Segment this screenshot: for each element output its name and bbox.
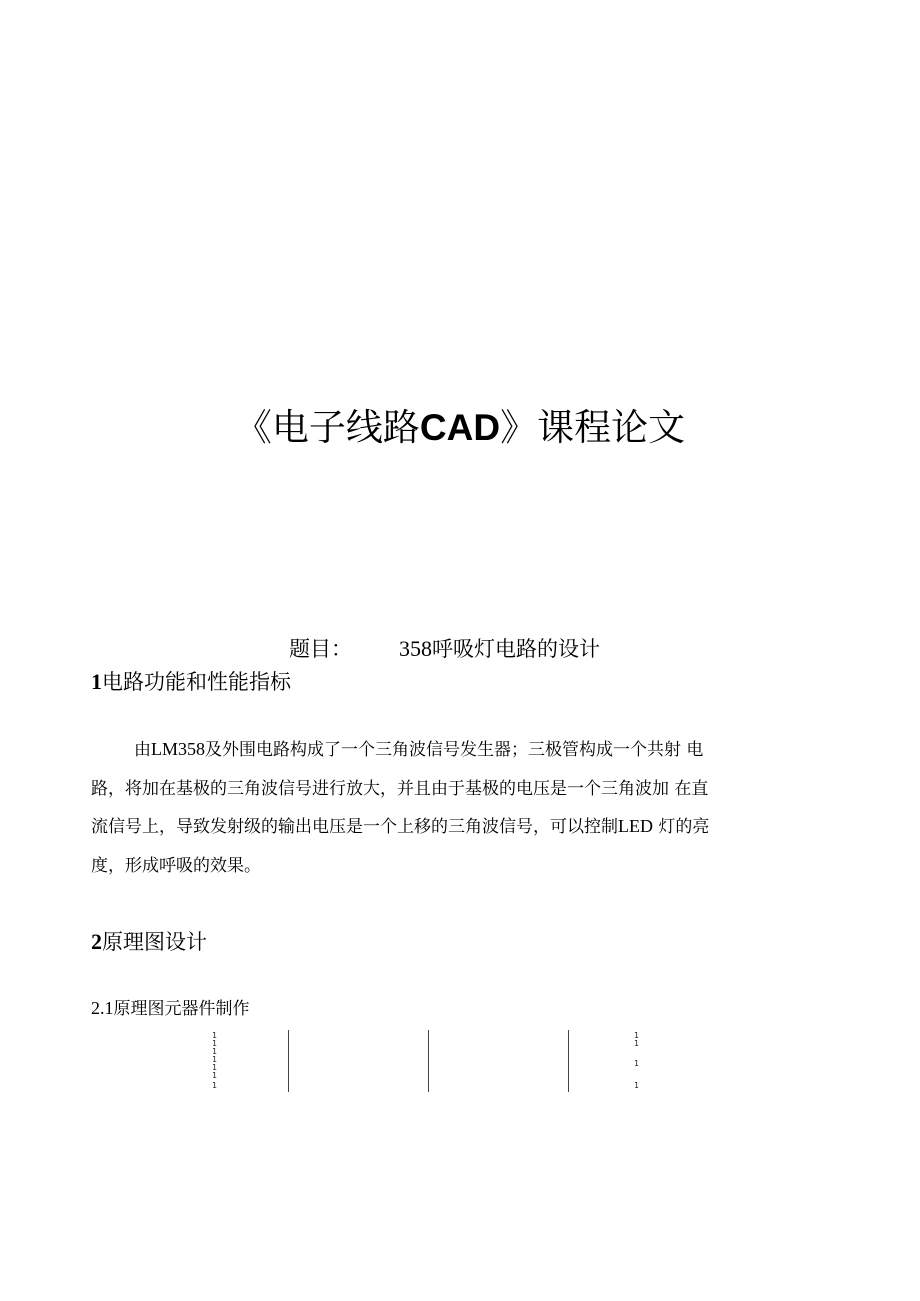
subject-number: 358 xyxy=(399,636,432,661)
pin-mark: 1 xyxy=(212,1071,217,1080)
figure-divider-line xyxy=(288,1030,289,1092)
section-2-heading xyxy=(91,927,207,957)
title-suffix: 》课程论文 xyxy=(500,406,686,449)
pin-mark: 1 xyxy=(212,1039,217,1048)
paragraph-line-3: 流信号上，导致发射级的输出电压是一个上移的三角波信号，可以控制LED 灯的亮 xyxy=(91,816,710,837)
pin-mark: 1 xyxy=(212,1055,217,1064)
paragraph-line-2: 路，将加在基极的三角波信号进行放大，并且由于基极的电压是一个三角波加 在直 xyxy=(91,778,709,799)
pin-mark: 1 xyxy=(212,1081,217,1090)
section-1-paragraph xyxy=(91,730,831,884)
subsection-2-1-heading xyxy=(91,995,250,1022)
pin-mark: 1 xyxy=(634,1031,639,1040)
section-1-title: 电路功能和性能指标 xyxy=(102,670,291,694)
figure-divider-line xyxy=(568,1030,569,1092)
pin-mark: 1 xyxy=(634,1081,639,1090)
section-1-heading xyxy=(91,667,291,697)
section-2-title: 原理图设计 xyxy=(102,930,207,954)
pin-mark: 1 xyxy=(212,1063,217,1072)
pin-mark: 1 xyxy=(634,1039,639,1048)
subject-label: 题目： xyxy=(289,637,352,661)
subject-line xyxy=(289,634,600,664)
section-1-number: 1 xyxy=(91,669,102,694)
schematic-figure-fragment xyxy=(0,1028,920,1098)
pin-mark: 1 xyxy=(212,1031,217,1040)
subsection-2-1-title: 原理图元器件制作 xyxy=(113,999,250,1019)
pin-mark: 1 xyxy=(212,1047,217,1056)
pin-mark: 1 xyxy=(634,1059,639,1068)
paragraph-line-1: 由LM358及外围电路构成了一个三角波信号发生器；三极管构成一个共射 电 xyxy=(134,739,704,760)
section-2-number: 2 xyxy=(91,929,102,954)
document-title xyxy=(0,404,920,452)
subject-text: 呼吸灯电路的设计 xyxy=(432,637,600,661)
subsection-2-1-number: 2.1 xyxy=(91,998,114,1018)
paragraph-line-4: 度，形成呼吸的效果。 xyxy=(91,855,261,876)
title-cad: CAD xyxy=(419,407,501,448)
figure-divider-line xyxy=(428,1030,429,1092)
title-prefix: 《电子线路 xyxy=(234,406,420,449)
